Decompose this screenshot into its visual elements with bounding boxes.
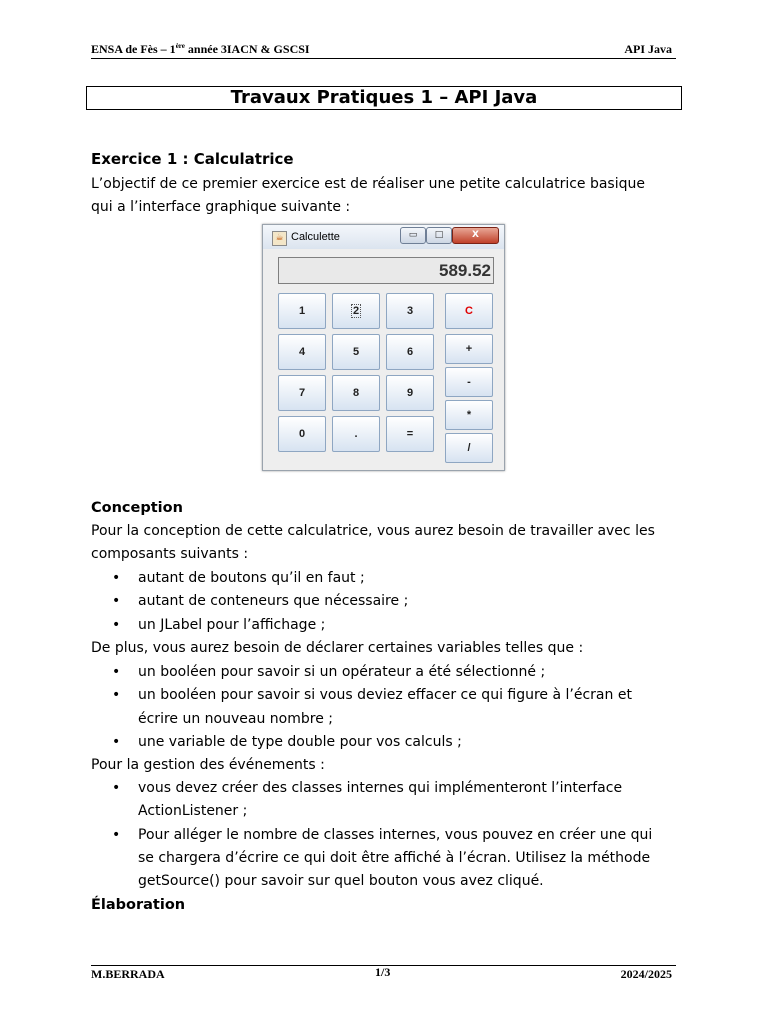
vars-intro: De plus, vous aurez besoin de déclarer certaines variables telles que : xyxy=(91,640,584,656)
footer-author: M.BERRADA xyxy=(91,967,165,981)
key-5[interactable]: 5 xyxy=(332,334,380,370)
events-intro: Pour la gestion des événements : xyxy=(91,757,325,773)
footer-year: 2024/2025 xyxy=(620,967,672,981)
page-number: 1/3 xyxy=(375,965,391,979)
plus-button[interactable]: + xyxy=(445,334,493,364)
key-9[interactable]: 9 xyxy=(386,375,434,411)
calculator-display: 589.52 xyxy=(278,257,494,284)
window-title-bar xyxy=(263,225,504,249)
clear-button[interactable]: C xyxy=(445,293,493,329)
exercise-title: Exercice 1 : Calculatrice xyxy=(91,150,294,168)
key-1[interactable]: 1 xyxy=(278,293,326,329)
list-item: • un JLabel pour l’affichage ; xyxy=(91,614,681,637)
header-right: API Java xyxy=(624,42,672,56)
close-button[interactable]: X xyxy=(452,227,499,244)
key-decimal[interactable]: . xyxy=(332,416,380,452)
vars-list xyxy=(91,661,681,754)
header-left: ENSA de Fès – 1ère année 3IACN & GSCSI xyxy=(91,42,310,56)
events-list xyxy=(91,777,681,893)
key-7[interactable]: 7 xyxy=(278,375,326,411)
key-8[interactable]: 8 xyxy=(332,375,380,411)
key-2[interactable]: 2 xyxy=(332,293,380,329)
components-list xyxy=(91,567,681,637)
conception-intro: Pour la conception de cette calculatrice, vous aurez besoin de travailler avec les composants suivants : xyxy=(91,523,655,563)
page-footer xyxy=(91,965,676,982)
window-title: Calculette xyxy=(291,231,340,243)
key-4[interactable]: 4 xyxy=(278,334,326,370)
list-item: • autant de boutons qu’il en faut ; xyxy=(91,567,681,590)
elaboration-heading: Élaboration xyxy=(91,897,186,913)
key-0[interactable]: 0 xyxy=(278,416,326,452)
divide-button[interactable]: / xyxy=(445,433,493,463)
key-equals[interactable]: = xyxy=(386,416,434,452)
list-item: • un booléen pour savoir si vous deviez effacer ce qui figure à l’écran et écrire un nouveau nombre ; xyxy=(91,684,681,731)
list-item: • un booléen pour savoir si un opérateur a été sélectionné ; xyxy=(91,661,681,684)
calculator-window xyxy=(262,224,505,471)
key-3[interactable]: 3 xyxy=(386,293,434,329)
page-header xyxy=(91,42,676,59)
minimize-button[interactable]: ▭ xyxy=(400,227,426,244)
exercise-intro: L’objectif de ce premier exercice est de réaliser une petite calculatrice basique qui a l’interface graphique suivante : xyxy=(91,176,645,216)
key-6[interactable]: 6 xyxy=(386,334,434,370)
java-icon: ☕ xyxy=(272,231,287,246)
minus-button[interactable]: - xyxy=(445,367,493,397)
conception-heading: Conception xyxy=(91,500,183,516)
list-item: • autant de conteneurs que nécessaire ; xyxy=(91,590,681,613)
times-button[interactable]: * xyxy=(445,400,493,430)
list-item: • Pour alléger le nombre de classes internes, vous pouvez en créer une qui se chargera d’écrire ce qui doit être affiché à l’écran. Utilisez la méthode getSource() pour savoir sur quel bouton vous avez cliqué. xyxy=(91,824,681,894)
list-item: • une variable de type double pour vos calculs ; xyxy=(91,731,681,754)
list-item: • vous devez créer des classes internes qui implémenteront l’interface ActionListener ; xyxy=(91,777,681,824)
page-title: Travaux Pratiques 1 – API Java xyxy=(86,86,682,110)
maximize-button[interactable]: □ xyxy=(426,227,452,244)
